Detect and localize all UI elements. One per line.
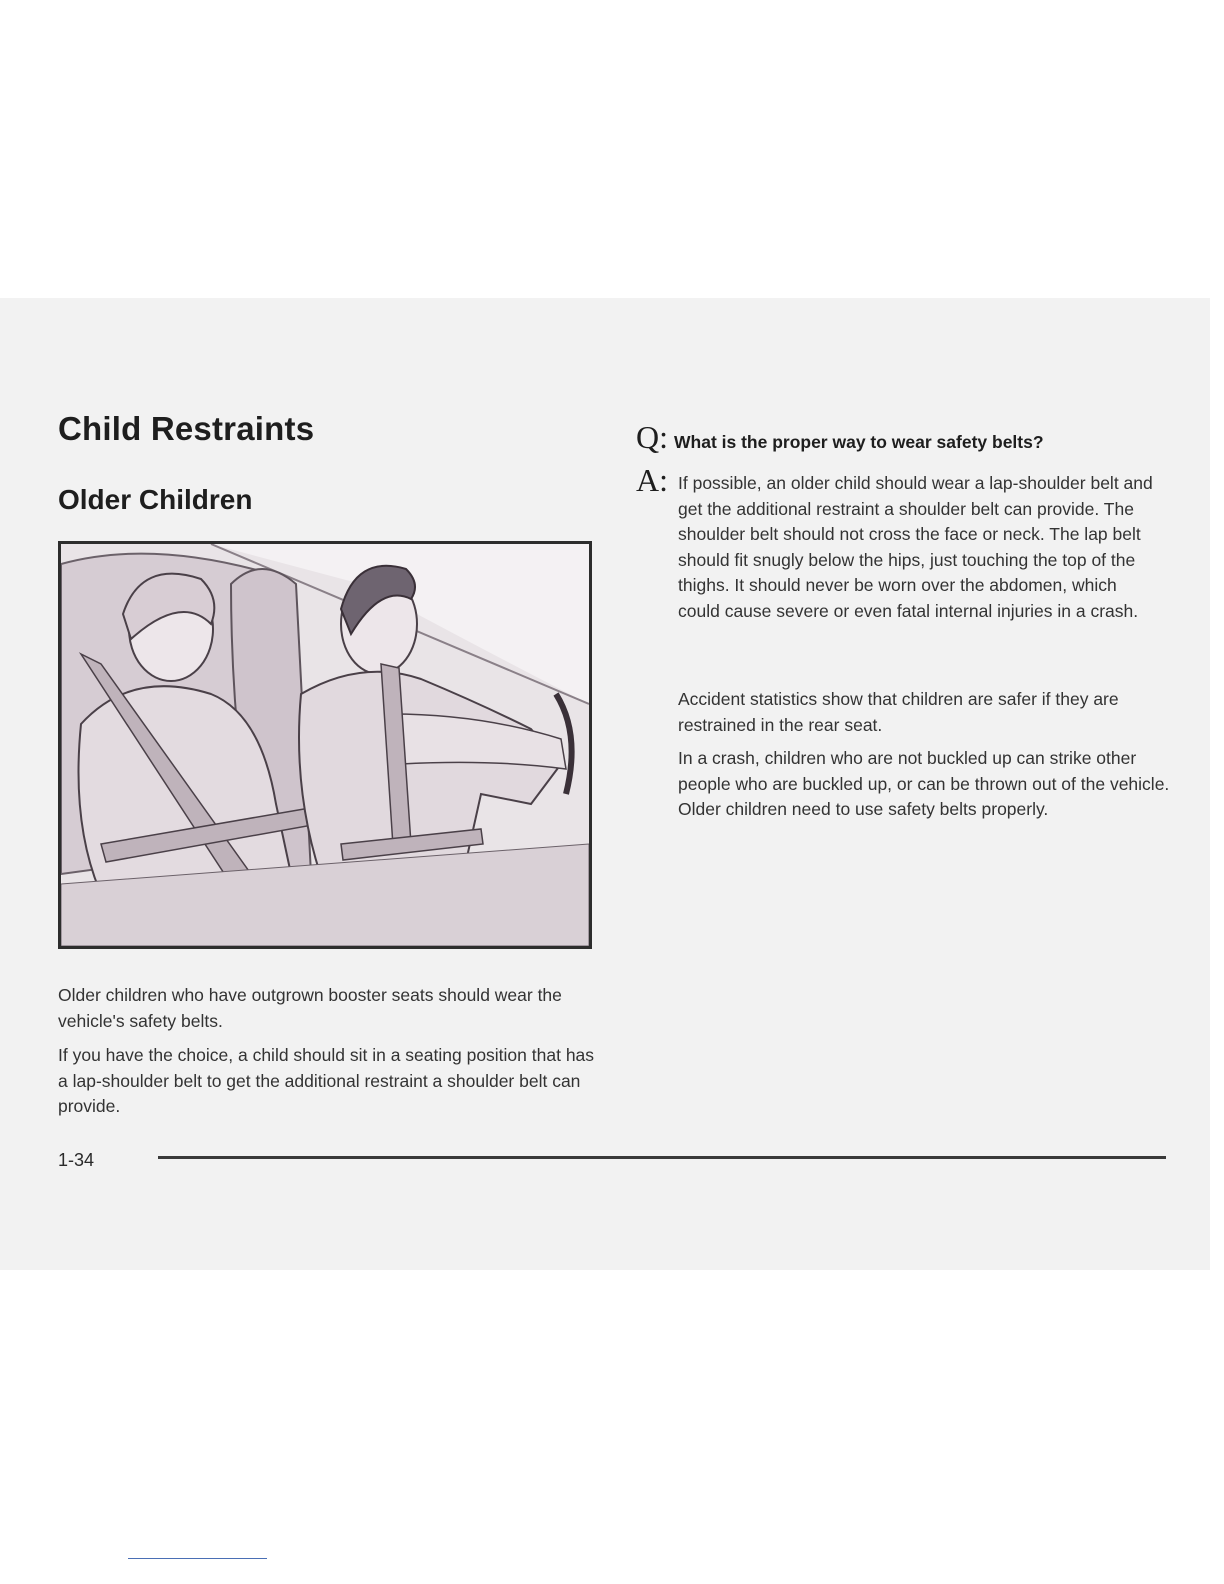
safety-belt-illustration — [58, 541, 592, 949]
bottom-link-line — [128, 1558, 267, 1559]
page-number: 1-34 — [58, 1150, 95, 1170]
answer-paragraph-3: In a crash, children who are not buckled up can strike other people who are buckled up, or can be thrown out of the vehicle. Older children need to use safety belts properly. — [678, 748, 1170, 819]
a-marker: A: — [636, 462, 668, 498]
seating-paragraph: If you have the choice, a child should sit in a seating position that has a lap-shoulder belt to get the additional restraint a shoulder belt can provide. — [58, 1045, 595, 1116]
answer-paragraph-1: If possible, an older child should wear a lap-shoulder belt and get the additional restraint a shoulder belt can provide. The shoulder belt should not cross the face or neck. The lap belt should fit snugly below the hips, just touching the top of the thighs. It should never be worn over the abdomen, which could cause severe or even fatal internal injuries in a crash. — [678, 473, 1153, 621]
answer-paragraph-2: Accident statistics show that children are safer if they are restrained in the rear seat. — [678, 689, 1119, 735]
intro-paragraph: Older children who have outgrown booster seats should wear the vehicle's safety belts. — [58, 985, 562, 1031]
question-row — [636, 419, 1044, 456]
subsection-title: Older Children — [58, 484, 253, 515]
section-title: Child Restraints — [58, 410, 315, 447]
q-marker: Q: — [636, 419, 668, 455]
question-text: What is the proper way to wear safety belts? — [674, 432, 1044, 452]
footer-rule — [158, 1156, 1166, 1159]
